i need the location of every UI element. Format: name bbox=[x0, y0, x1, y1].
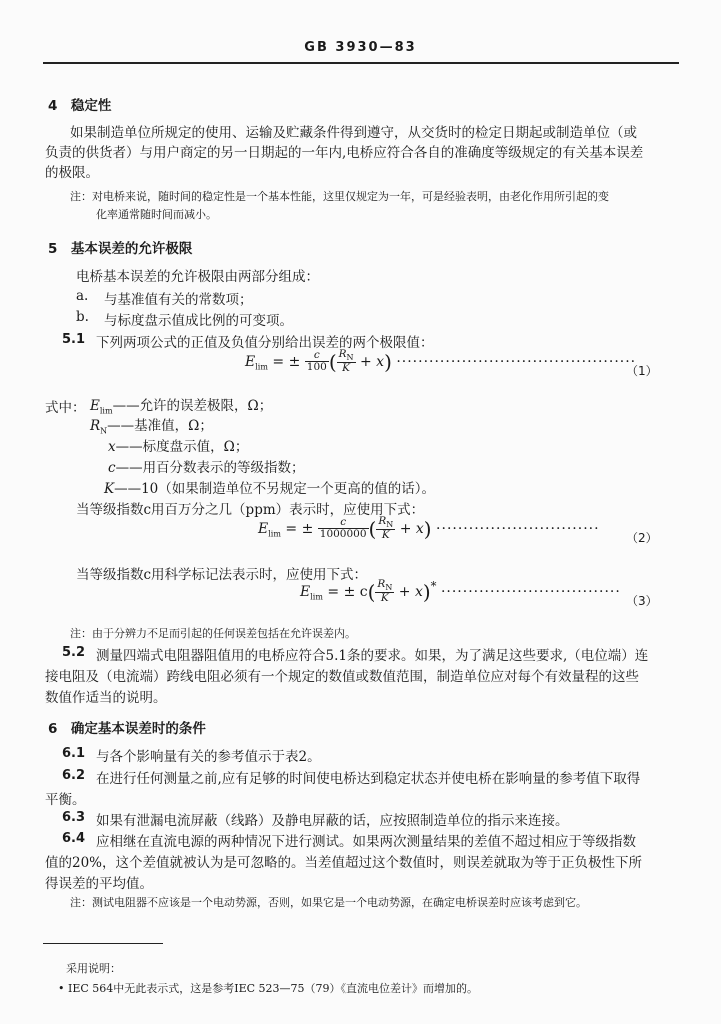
def-R-N: $R_N——$基准值，Ω； bbox=[90, 418, 213, 436]
footnote-text: • IEC 564中无此表示式，这是参考IEC 523—75（79）《直流电位差计》而增加的。 bbox=[58, 982, 479, 995]
clause-6-3-number: 6.3 bbox=[62, 810, 86, 825]
clause-5-1-number: 5.1 bbox=[62, 332, 86, 347]
clause-5-2-number: 5.2 bbox=[62, 645, 86, 660]
eq1-tail: + x bbox=[359, 353, 385, 370]
item-b-text: 与标度盘示值成比例的可变项。 bbox=[104, 313, 293, 329]
sci-intro: 当等级指数c用科学标记法表示时，应使用下式： bbox=[76, 567, 368, 583]
eq3-inner-fraction: $\frac{R_N}{K}$ bbox=[377, 578, 393, 605]
section-4-note-line1: 注：对电桥来说，随时间的稳定性是一个基本性能，这里仅规定为一年，可是经验表明，由老化作用所引起的变 bbox=[70, 190, 609, 203]
equation-2: $E_{lim}$ = ± $\frac{c}{1000000}$ ( $\frac{R_N}{K}$ + x) ······························ bbox=[258, 515, 600, 542]
def-E-lim: $E_{lim}——$允许的误差极限，Ω； bbox=[90, 398, 273, 416]
clause-6-1-text: 与各个影响量有关的参考值示于表2。 bbox=[96, 749, 321, 765]
clause-6-2-number: 6.2 bbox=[62, 768, 86, 783]
def-K: K——10（如果制造单位不另规定一个更高的值的话）。 bbox=[104, 481, 436, 497]
clause-6-4-line1: 应相继在直流电源的两种情况下进行测试。如果两次测量结果的差值不超过相应于等级指数 bbox=[96, 834, 636, 850]
section-6-note: 注：测试电阻器不应该是一个电动势源，否则，如果它是一个电动势源，在确定电桥误差时应该考虑到它。 bbox=[70, 896, 587, 909]
section-4-para-line2: 负责的供货者）与用户商定的另一日期起的一年内,电桥应符合各自的准确度等级规定的有关基本误差 bbox=[45, 145, 644, 161]
eq2-number: （2） bbox=[626, 531, 658, 545]
equation-3: $E_{lim}$ = ± c( $\frac{R_N}{K}$ + x)* ································· bbox=[300, 578, 621, 605]
eq1-lhs: E bbox=[245, 353, 256, 370]
footnote-label: 采用说明： bbox=[66, 962, 121, 975]
section-5-heading: 5 基本误差的允许极限 bbox=[48, 241, 193, 257]
eq1-fraction: $\frac{c}{100}$ bbox=[306, 349, 327, 374]
eq1-number: （1） bbox=[626, 364, 658, 378]
eq3-number: （3） bbox=[626, 594, 658, 608]
clause-5-2-line2: 接电阻及（电流端）跨线电阻必须有一个规定的数值或数值范围，制造单位应对每个有效量程的这些 bbox=[45, 669, 639, 685]
section-5-intro: 电桥基本误差的允许极限由两部分组成： bbox=[76, 269, 319, 285]
clause-5-2-line3: 数值作适当的说明。 bbox=[45, 690, 167, 706]
eq1-inner-fraction: $\frac{R_N}{K}$ bbox=[338, 348, 354, 375]
def-c: c——用百分数表示的等级指数； bbox=[108, 460, 305, 476]
item-b-marker: b. bbox=[76, 309, 89, 325]
clause-6-3-text: 如果有泄漏电流屏蔽（线路）及静电屏蔽的话，应按照制造单位的指示来连接。 bbox=[96, 813, 569, 829]
header-rule bbox=[43, 62, 679, 64]
eq1-lhs-sub: lim bbox=[255, 362, 268, 372]
clause-6-4-line2: 值的20%，这个差值就被认为是可忽略的。当差值超过这个数值时，则误差就取为等于正负极性下所 bbox=[45, 855, 643, 871]
def-x: x——标度盘示值，Ω； bbox=[108, 439, 249, 455]
clause-6-4-line3: 得误差的平均值。 bbox=[45, 876, 153, 892]
eq1-pm: = ± bbox=[272, 353, 301, 370]
clause-6-2-line1: 在进行任何测量之前,应有足够的时间使电桥达到稳定状态并使电桥在影响量的参考值下取得 bbox=[96, 771, 641, 787]
clause-6-1-number: 6.1 bbox=[62, 746, 86, 761]
section-4-heading: 4 稳定性 bbox=[48, 98, 112, 114]
clause-5-2-line1: 测量四端式电阻器阻值用的电桥应符合5.1条的要求。如果，为了满足这些要求,（电位端）连 bbox=[96, 648, 649, 664]
clause-5-1-text: 下列两项公式的正值及负值分别给出误差的两个极限值： bbox=[96, 335, 434, 351]
item-a-marker: a. bbox=[76, 288, 89, 304]
item-a-text: 与基准值有关的常数项； bbox=[104, 292, 253, 308]
eq2-inner-fraction: $\frac{R_N}{K}$ bbox=[378, 515, 394, 542]
section-6-heading: 6 确定基本误差时的条件 bbox=[48, 721, 206, 737]
eq2-fraction: $\frac{c}{1000000}$ bbox=[319, 516, 367, 541]
clause-6-4-number: 6.4 bbox=[62, 831, 86, 846]
section-4-para-line1: 如果制造单位所规定的使用、运输及贮藏条件得到遵守，从交货时的检定日期起或制造单位（或 bbox=[70, 125, 637, 141]
note-resolution: 注：由于分辨力不足而引起的任何误差包括在允许误差内。 bbox=[70, 627, 356, 640]
ppm-intro: 当等级指数c用百万分之几（ppm）表示时，应使用下式： bbox=[76, 502, 425, 518]
footnote-rule bbox=[43, 943, 163, 944]
standard-code-header: GB 3930—83 bbox=[304, 40, 417, 55]
where-label: 式中： bbox=[45, 400, 86, 416]
equation-1: $E_{lim}$ = ± $\frac{c}{100}$ ( $\frac{R_N}{K}$ + x) ············································ bbox=[245, 348, 637, 375]
section-4-para-line3: 的极限。 bbox=[45, 165, 99, 181]
clause-6-2-line2: 平衡。 bbox=[45, 792, 86, 808]
section-4-note-line2: 化率通常随时间而减小。 bbox=[96, 208, 217, 221]
